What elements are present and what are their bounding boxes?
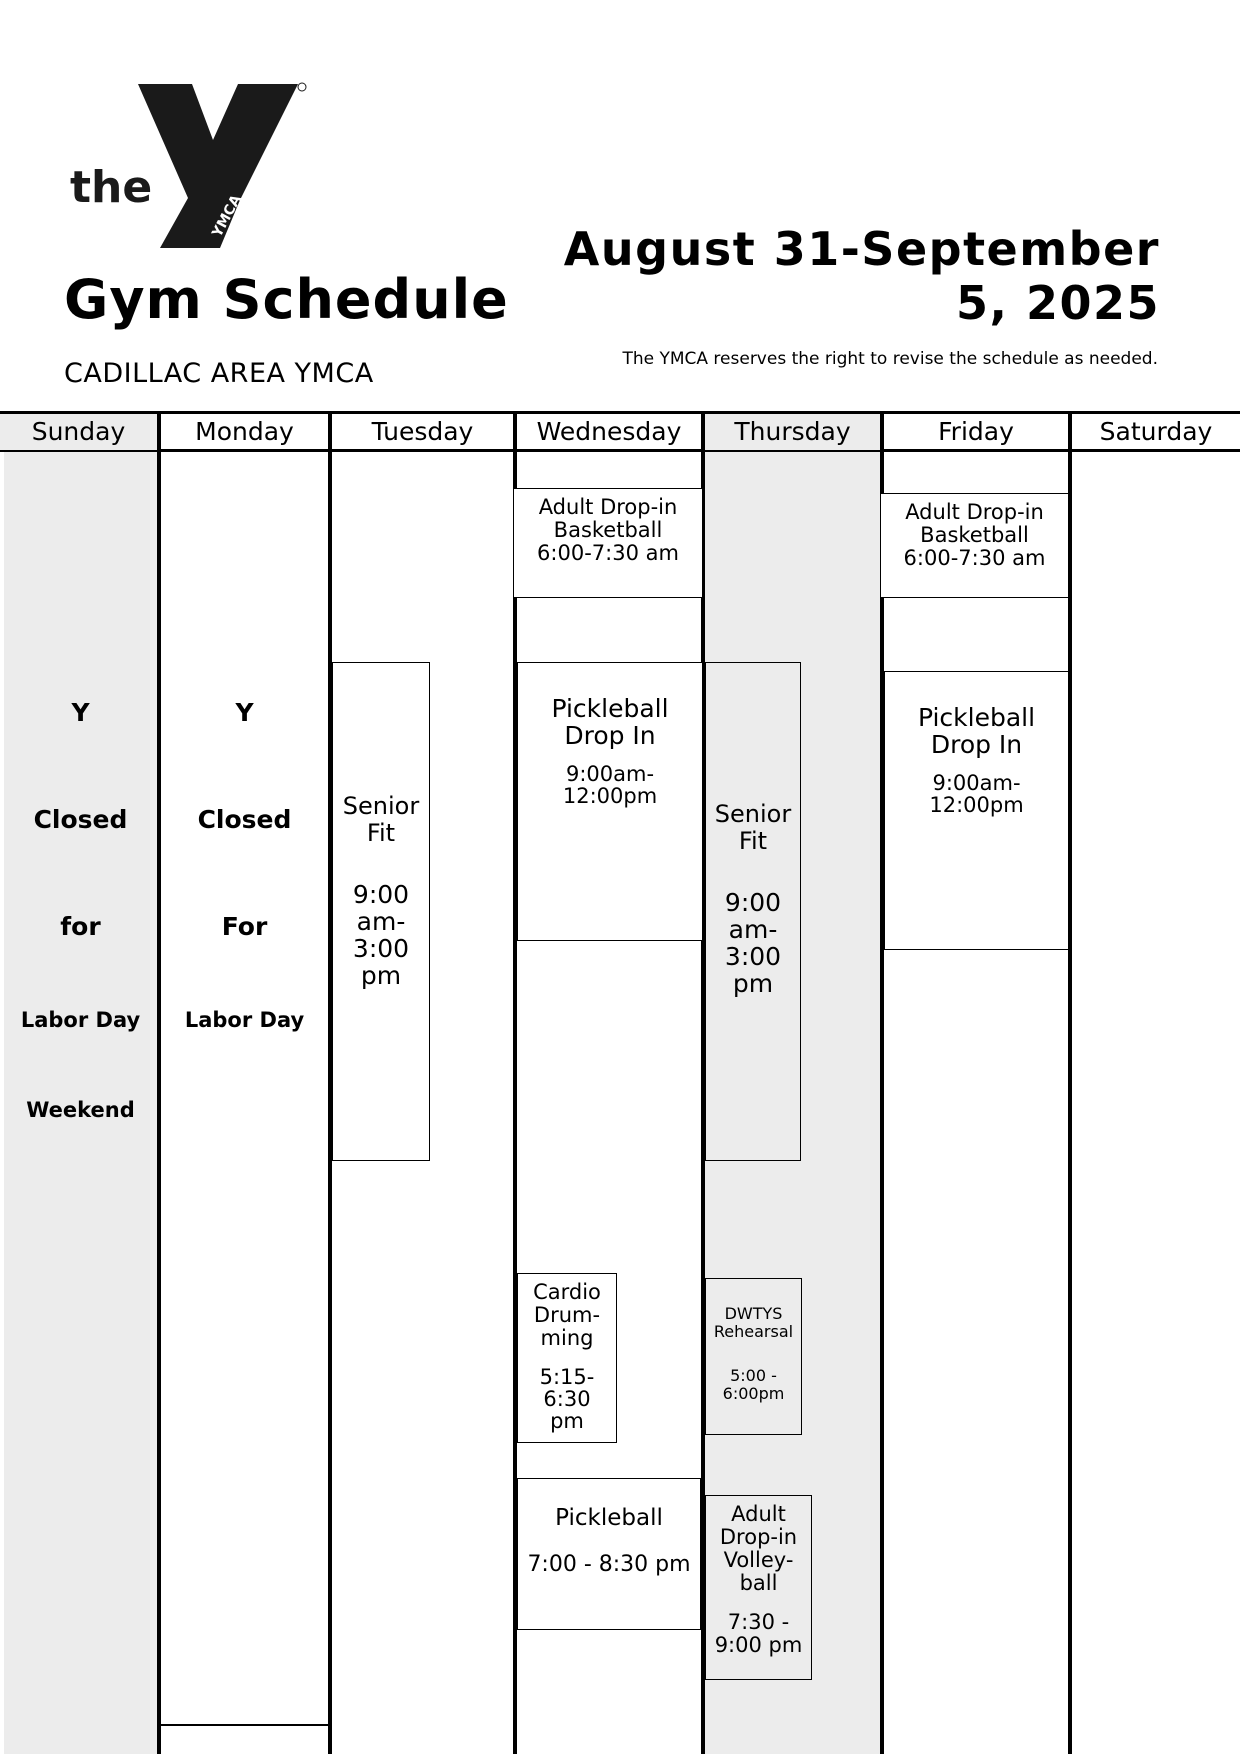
- event-thu-volleyball[interactable]: [705, 1495, 812, 1680]
- event-title: Pickleball Drop In: [551, 694, 669, 750]
- event-wed-pickleball-am[interactable]: [517, 662, 703, 941]
- event-time: 5:15- 6:30 pm: [539, 1365, 595, 1433]
- event-thu-senior-fit[interactable]: [705, 662, 801, 1161]
- event-time: 5:00 - 6:00pm: [722, 1366, 785, 1403]
- event-title: Pickleball Drop In: [917, 703, 1036, 759]
- event-title: Adult Drop-in Basketball: [538, 495, 678, 542]
- event-title: Adult Drop-in Basketball: [905, 500, 1044, 547]
- schedule-notice: The YMCA reserves the right to revise the schedule as needed.: [622, 349, 1158, 369]
- event-time: 6:00-7:30 am: [537, 541, 679, 565]
- column-divider: [880, 411, 884, 1754]
- day-header-thursday: Thursday: [705, 414, 880, 450]
- day-header-tuesday: Tuesday: [371, 417, 474, 446]
- event-time: 9:00am- 12:00pm: [562, 762, 658, 808]
- event-wed-pickleball-pm[interactable]: [517, 1478, 701, 1630]
- event-time: 6:00-7:30 am: [903, 546, 1046, 570]
- wed-divider: [517, 940, 701, 941]
- ymca-logo: [70, 80, 310, 255]
- logo-mark-text: YMCA: [209, 192, 245, 240]
- closure-line: For: [221, 912, 268, 941]
- event-title: DWTYS Rehearsal: [713, 1304, 794, 1341]
- event-wed-cardio-drumming[interactable]: [517, 1273, 617, 1443]
- day-header-monday: Monday: [195, 417, 294, 446]
- column-divider: [1068, 411, 1072, 1754]
- column-divider: [157, 411, 161, 1754]
- event-title: Cardio Drum- ming: [533, 1280, 601, 1350]
- event-time: 9:00 am- 3:00 pm: [724, 888, 782, 998]
- page-title: Gym Schedule: [64, 268, 509, 331]
- event-title: Senior Fit: [342, 792, 420, 847]
- event-time: 7:00 - 8:30 pm: [527, 1552, 691, 1577]
- closure-line: Labor Day: [184, 1008, 305, 1032]
- event-fri-basketball[interactable]: [880, 493, 1069, 598]
- date-range: August 31-September 5, 2025: [563, 222, 1160, 330]
- monday-footer: [162, 1724, 327, 1754]
- closure-line: Closed: [33, 805, 128, 834]
- day-header-wednesday: Wednesday: [536, 417, 682, 446]
- organization-name: CADILLAC AREA YMCA: [64, 358, 374, 389]
- closure-line: Labor Day: [20, 1008, 141, 1032]
- event-title: Senior Fit: [714, 800, 792, 855]
- event-time: 9:00am- 12:00pm: [929, 771, 1024, 817]
- event-time: 9:00 am- 3:00 pm: [352, 880, 410, 990]
- closure-line: for: [60, 912, 101, 941]
- sunday-column-shade: [4, 414, 159, 1754]
- day-header-sunday: Sunday: [0, 414, 157, 450]
- closure-line: Weekend: [26, 1098, 135, 1122]
- closure-line: Closed: [197, 805, 292, 834]
- closure-line: Y: [235, 698, 254, 727]
- closure-line: Y: [71, 698, 90, 727]
- event-thu-dwtys-rehearsal[interactable]: [705, 1278, 802, 1435]
- logo-text: the: [70, 162, 153, 213]
- day-header-saturday: Saturday: [1099, 417, 1213, 446]
- day-header-friday: Friday: [938, 417, 1014, 446]
- event-fri-pickleball-am[interactable]: [884, 671, 1069, 950]
- event-title: Adult Drop-in Volley- ball: [719, 1502, 798, 1595]
- event-title: Pickleball: [555, 1505, 663, 1531]
- monday-bottom-line: [160, 1724, 330, 1726]
- event-tue-senior-fit[interactable]: [332, 662, 430, 1161]
- event-wed-basketball[interactable]: [513, 488, 703, 598]
- event-time: 7:30 - 9:00 pm: [714, 1610, 803, 1657]
